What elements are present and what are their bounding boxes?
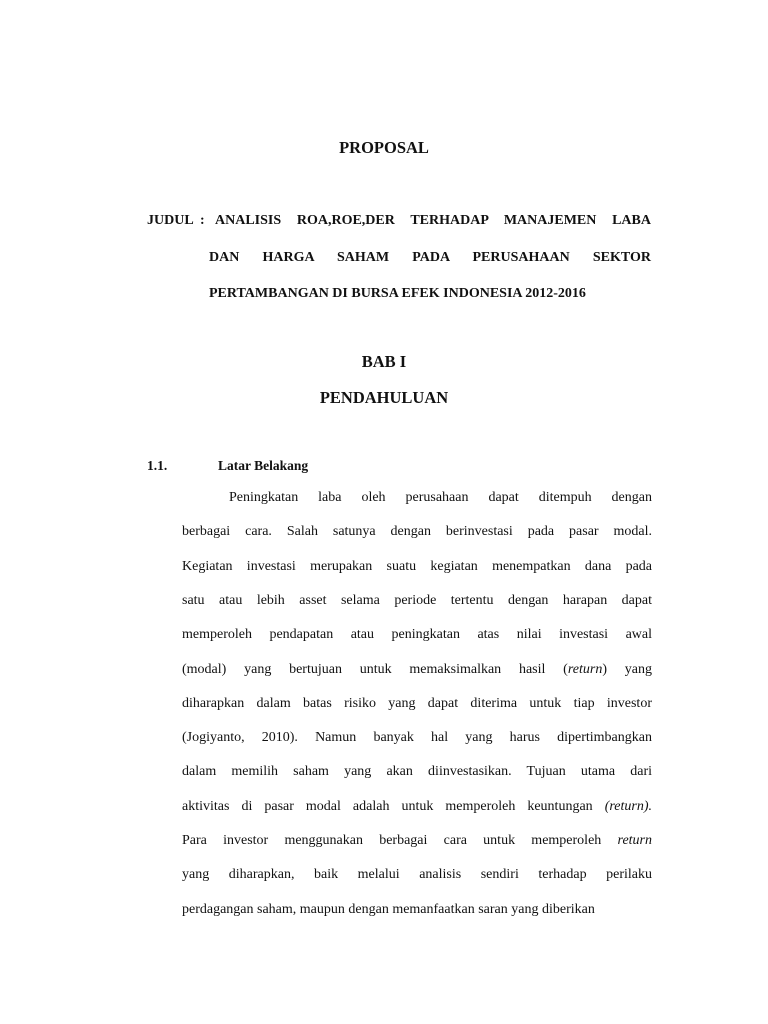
paragraph-line: perdagangan saham, maupun dengan memanfaatkan saran yang diberikan [182, 901, 595, 917]
section-title: Latar Belakang [218, 458, 309, 473]
judul-label: JUDUL [147, 213, 194, 228]
judul-separator: : [200, 213, 205, 228]
paragraph-line: Para investor menggunakan berbagai cara untuk memperoleh return [182, 833, 652, 848]
paragraph-line: yang diharapkan, baik melalui analisis sendiri terhadap perilaku [182, 867, 652, 883]
paragraph-line: aktivitas di pasar modal adalah untuk memperoleh keuntungan (return). [182, 798, 652, 814]
document-title: PROPOSAL [339, 138, 429, 157]
paragraph-line: berbagai cara. Salah satunya dengan berinvestasi pada pasar modal. [182, 524, 652, 540]
paragraph-line: diharapkan dalam batas risiko yang dapat diterima untuk tiap investor [182, 695, 652, 711]
paragraph-line: satu atau lebih asset selama periode tertentu dengan harapan dapat [182, 592, 652, 608]
chapter-title: PENDAHULUAN [319, 388, 449, 407]
paragraph-line: Kegiatan investasi merupakan suatu kegiatan menempatkan dana pada [182, 558, 652, 574]
judul-line-2: DAN HARGA SAHAM PADA PERUSAHAAN SEKTOR [209, 250, 651, 265]
judul-line-3: PERTAMBANGAN DI BURSA EFEK INDONESIA 2012-2016 [209, 286, 586, 301]
paragraph-line: (modal) yang bertujuan untuk memaksimalkan hasil (return) yang [182, 661, 652, 677]
paragraph-line: Peningkatan laba oleh perusahaan dapat ditempuh dengan [229, 490, 652, 505]
paragraph-line: dalam memilih saham yang akan diinvestasikan. Tujuan utama dari [182, 764, 652, 780]
paragraph-line: (Jogiyanto, 2010). Namun banyak hal yang harus dipertimbangkan [182, 730, 652, 746]
paragraph-line: memperoleh pendapatan atau peningkatan atas nilai investasi awal [182, 627, 652, 643]
chapter-number: BAB I [361, 352, 407, 371]
judul-line-1: ANALISIS ROA,ROE,DER TERHADAP MANAJEMEN LABA [215, 213, 651, 228]
section-number: 1.1. [147, 458, 168, 473]
